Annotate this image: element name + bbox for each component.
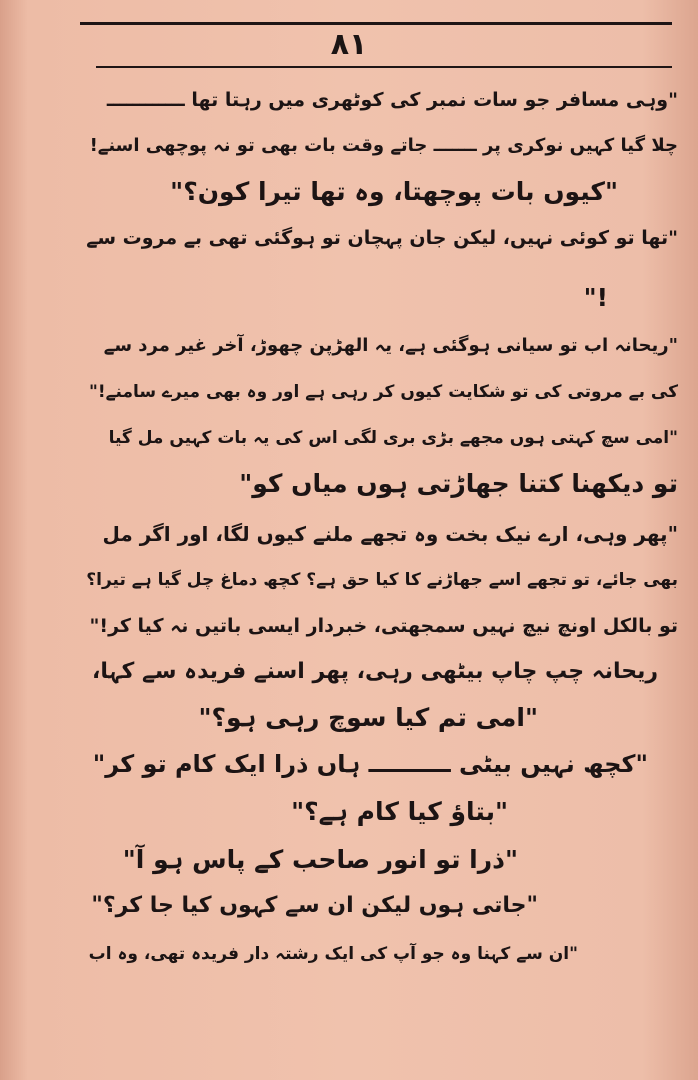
text-line: تو بالکل اونچ نیچ نہیں سمجھتی، خبردار ایسی باتیں نہ کیا کر!"	[89, 615, 678, 637]
text-line: "ان سے کہنا وہ جو آپ کی ایک رشتہ دار فریدہ تھی، وہ اب	[88, 944, 578, 964]
page-number: ۸۱	[330, 27, 368, 62]
text-line: "کیوں بات پوچھتا، وہ تھا تیرا کون؟"	[170, 177, 618, 206]
text-line: "ذرا تو انور صاحب کے پاس ہو آ"	[122, 845, 518, 874]
text-line: "امی سچ کہتی ہوں مجھے بڑی بری لگی اس کی یہ بات کہیں مل گیا	[108, 428, 678, 448]
text-line: بھی جائے، تو تجھے اسے جھاڑنے کا کیا حق ہے؟ کچھ دماغ چل گیا ہے تیرا؟	[86, 570, 678, 590]
text-line: "پھر وہی، ارے نیک بخت وہ تجھے ملنے کیوں لگا، اور اگر مل	[102, 522, 678, 546]
text-line: "تھا تو کوئی نہیں، لیکن جان پہچان تو ہوگئی تھی بے مروت سے	[86, 227, 678, 249]
text-line: چلا گیا کہیں نوکری پر ـــــــ جاتے وقت بات بھی تو نہ پوچھی اسنے!	[89, 135, 678, 156]
text-line: "امی تم کیا سوچ رہی ہو؟"	[198, 703, 538, 732]
text-line: !"	[583, 283, 608, 312]
text-line: تو دیکھنا کتنا جھاڑتی ہوں میاں کو"	[239, 469, 678, 498]
top-rule	[80, 22, 672, 25]
text-line: "بتاؤ کیا کام ہے؟"	[291, 797, 508, 826]
text-line: "کچھ نہیں بیٹی ــــــــــ ہاں ذرا ایک کام تو کر"	[92, 750, 648, 778]
header-rule	[96, 66, 672, 68]
text-line: "جاتی ہوں لیکن ان سے کہوں کیا جا کر؟"	[91, 893, 538, 918]
text-line: ریحانہ چپ چاپ بیٹھی رہی، پھر اسنے فریدہ سے کہا،	[92, 659, 658, 684]
text-line: کی بے مروتی کی تو شکایت کیوں کر رہی ہے اور وہ بھی میرے سامنے!"	[88, 382, 678, 402]
text-line: "ریحانہ اب تو سیانی ہوگئی ہے، یہ الھڑپن چھوڑ، آخر غیر مرد سے	[103, 335, 678, 356]
text-line: "وہی مسافر جو سات نمبر کی کوٹھری میں رہتا تھا ــــــــــــ	[106, 89, 678, 111]
